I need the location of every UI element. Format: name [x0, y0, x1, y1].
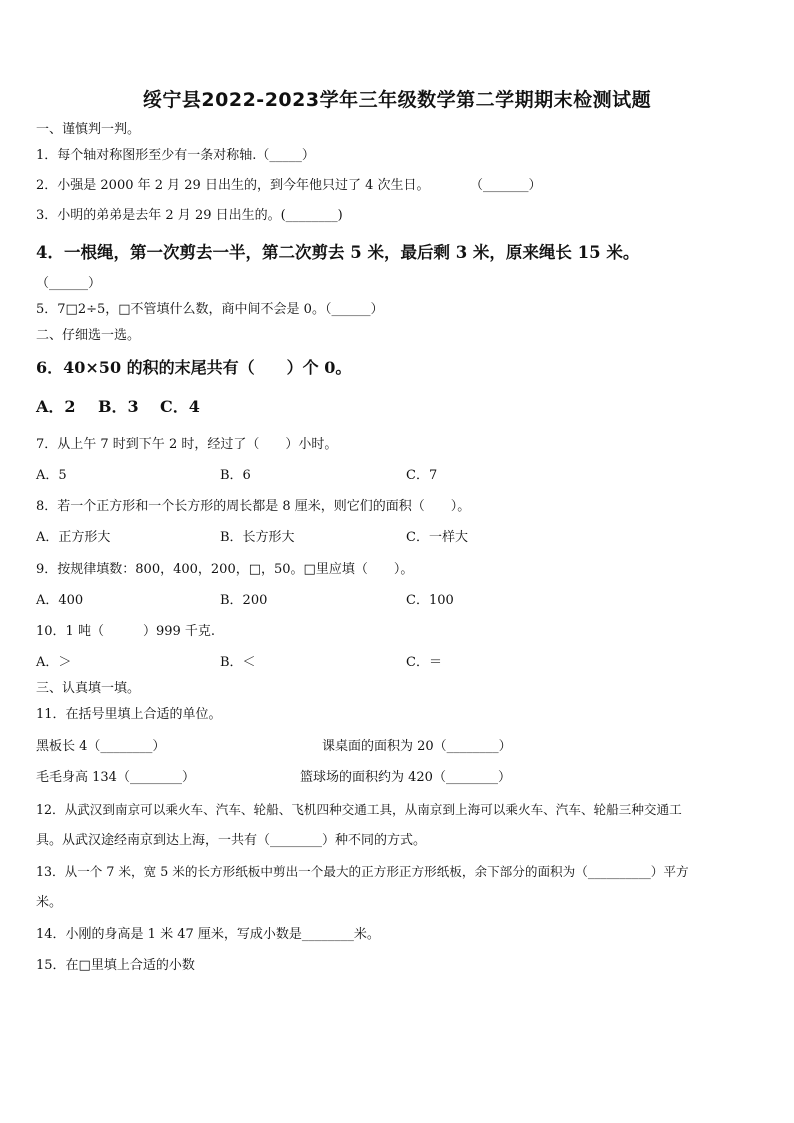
question-13-line-1: 13．从一个 7 米，宽 5 米的长方形纸板中剪出一个最大的正方形正方形纸板，余下部分的面积为（__________）平方: [36, 864, 689, 879]
question-12-line-1: 12．从武汉到南京可以乘火车、汽车、轮船、飞机四种交通工具，从南京到上海可以乘火车、汽车、轮船三种交通工: [36, 802, 682, 817]
question-10: 10．1 吨（ ）999 千克.: [36, 624, 216, 639]
question-7-option-a: A．5: [36, 468, 67, 483]
question-3: 3．小明的弟弟是去年 2 月 29 日出生的。(________): [36, 208, 343, 223]
question-1: 1．每个轴对称图形至少有一条对称轴.（_____）: [36, 148, 315, 163]
question-10-option-c: C．＝: [406, 655, 442, 670]
question-8-option-c: C．一样大: [406, 530, 468, 545]
question-6-option-b: B．3: [98, 397, 139, 416]
question-9-option-a: A．400: [36, 593, 84, 608]
question-2-blank: （_______）: [470, 178, 542, 193]
question-7-option-b: B．6: [220, 468, 251, 483]
question-11: 11．在括号里填上合适的单位。: [36, 707, 222, 722]
question-4-blank: （______）: [36, 276, 102, 291]
section-heading-judge: 一、谨慎判一判。: [36, 122, 141, 137]
question-11-item-c: 毛毛身高 134（________）: [36, 770, 195, 785]
question-10-option-b: B．＜: [220, 655, 256, 670]
question-12-line-2: 具。从武汉途经南京到达上海，一共有（________）种不同的方式。: [36, 833, 427, 848]
question-9-option-c: C．100: [406, 593, 454, 608]
question-8: 8．若一个正方形和一个长方形的周长都是 8 厘米，则它们的面积（ ）。: [36, 499, 471, 514]
question-14: 14．小刚的身高是 1 米 47 厘米，写成小数是________米。: [36, 927, 380, 942]
question-11-item-d: 篮球场的面积约为 420（________）: [300, 770, 511, 785]
section-heading-fill: 三、认真填一填。: [36, 681, 141, 696]
page-title: 绥宁县2022-2023学年三年级数学第二学期期末检测试题: [142, 89, 652, 111]
question-8-option-a: A．正方形大: [36, 530, 111, 545]
question-4: 4．一根绳，第一次剪去一半，第二次剪去 5 米，最后剩 3 米，原来绳长 15 米。: [36, 243, 640, 262]
question-8-option-b: B．长方形大: [220, 530, 295, 545]
question-6-option-c: C．4: [160, 397, 200, 416]
question-10-option-a: A．＞: [36, 655, 72, 670]
question-6: 6．40×50 的积的末尾共有（ ）个 0。: [36, 358, 352, 377]
question-13-line-2: 米。: [36, 895, 63, 910]
question-2: 2．小强是 2000 年 2 月 29 日出生的，到今年他只过了 4 次生日。: [36, 178, 430, 193]
question-15: 15．在□里填上合适的小数: [36, 958, 195, 973]
question-5: 5．7□2÷5，□不管填什么数，商中间不会是 0。（______）: [36, 302, 384, 317]
question-9-option-b: B．200: [220, 593, 268, 608]
question-7-option-c: C．7: [406, 468, 438, 483]
question-9: 9．按规律填数：800，400，200，□，50。□里应填（ ）。: [36, 562, 414, 577]
question-11-item-a: 黑板长 4（________）: [36, 739, 166, 754]
question-11-item-b: 课桌面的面积为 20（________）: [322, 739, 512, 754]
section-heading-choose: 二、仔细选一选。: [36, 328, 141, 343]
question-6-option-a: A．2: [36, 397, 76, 416]
question-7: 7．从上午 7 时到下午 2 时，经过了（ ）小时。: [36, 437, 338, 452]
